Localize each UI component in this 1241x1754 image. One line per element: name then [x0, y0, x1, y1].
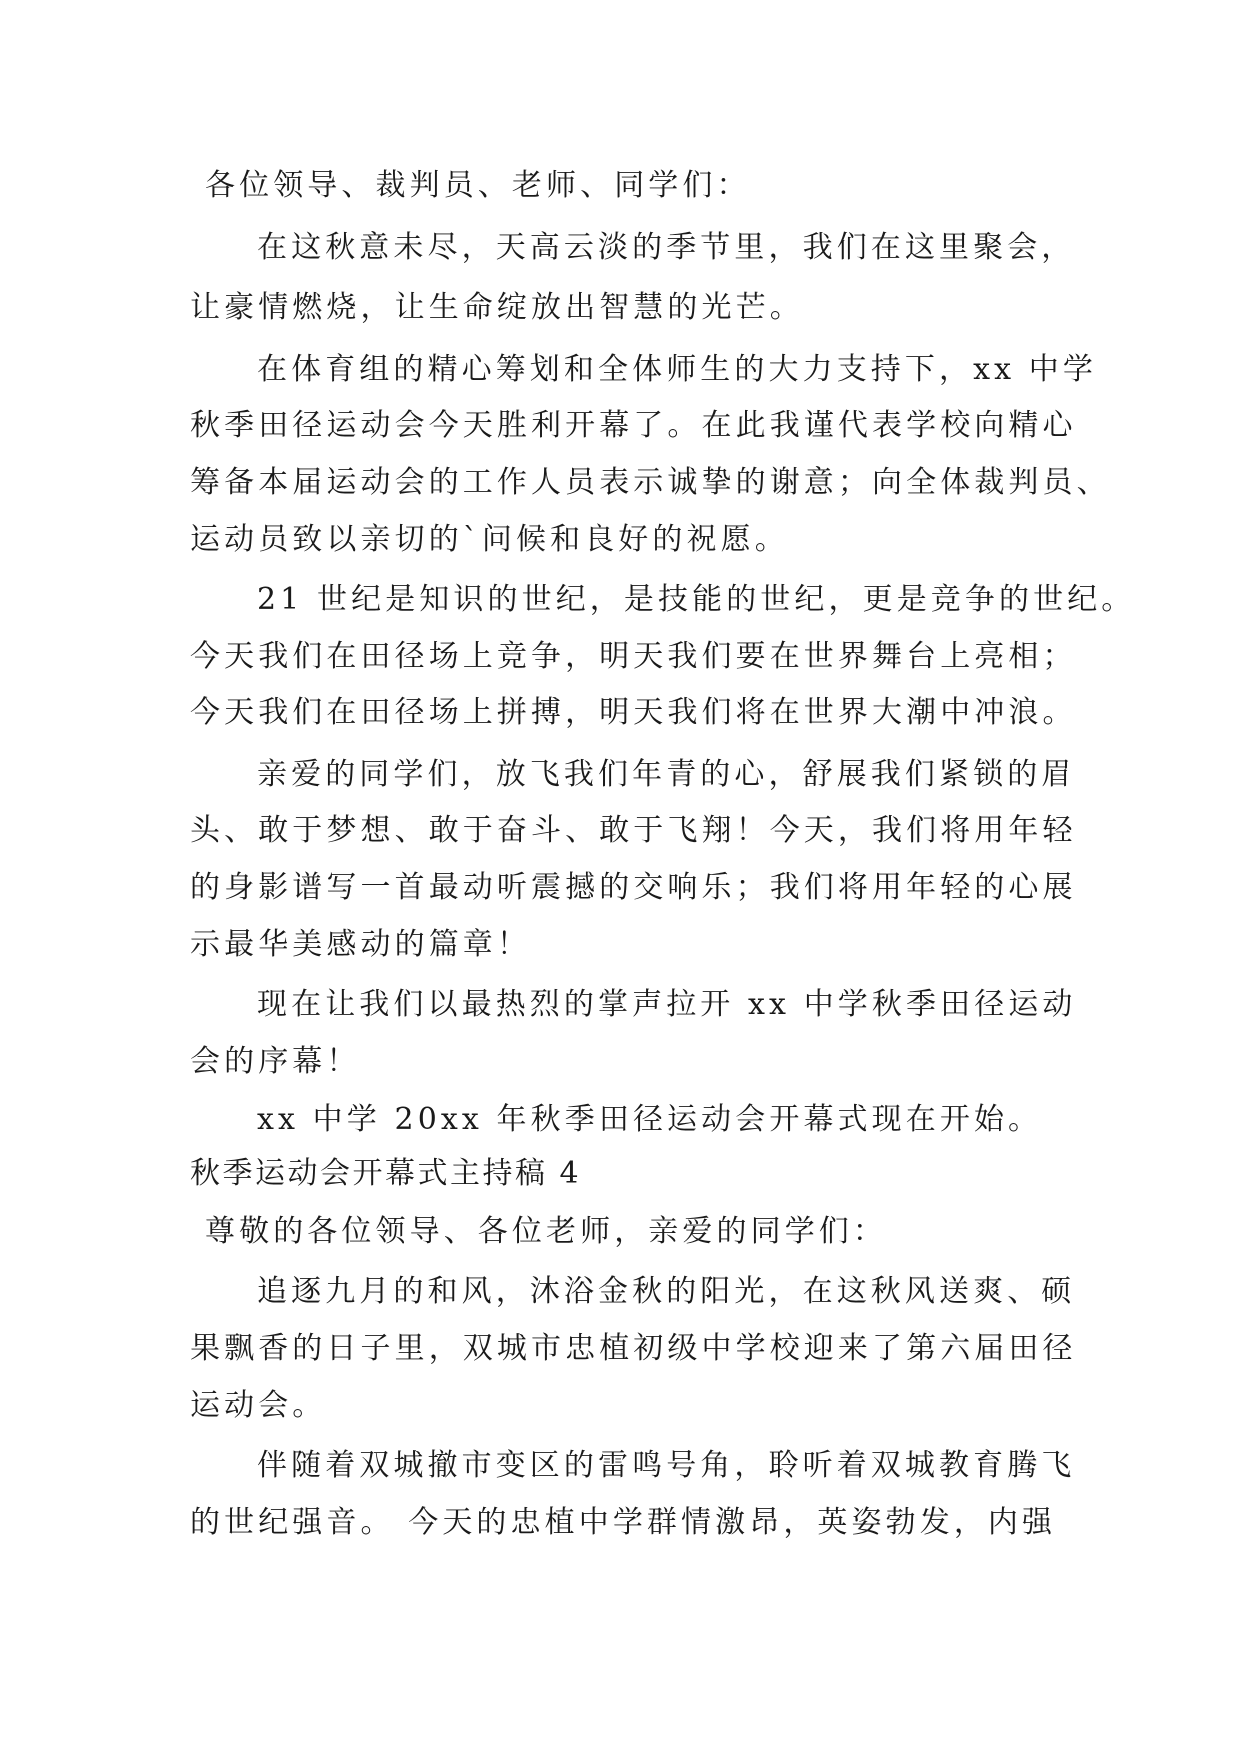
- paragraph-line: 今天我们在田径场上竞争，明天我们要在世界舞台上亮相；: [190, 639, 1077, 674]
- paragraph-line: 筹备本届运动会的工作人员表示诚挚的谢意；向全体裁判员、: [190, 465, 1111, 500]
- paragraph-line: 的身影谱写一首最动听震撼的交响乐；我们将用年轻的心展: [190, 870, 1077, 905]
- paragraph-line: 果飘香的日子里，双城市忠植初级中学校迎来了第六届田径: [190, 1331, 1077, 1366]
- paragraph-line: 在体育组的精心筹划和全体师生的大力支持下，xx 中学: [257, 352, 1097, 387]
- paragraph-line: 在这秋意未尽，天高云淡的季节里，我们在这里聚会，: [257, 230, 1076, 265]
- paragraph-line: 让豪情燃烧，让生命绽放出智慧的光芒。: [190, 290, 804, 325]
- paragraph-line: 示最华美感动的篇章！: [190, 927, 531, 962]
- paragraph-line: 亲爱的同学们，放飞我们年青的心，舒展我们紧锁的眉: [257, 757, 1076, 792]
- paragraph-line: xx 中学 20xx 年秋季田径运动会开幕式现在开始。: [257, 1102, 1043, 1137]
- paragraph-line: 运动员致以亲切的`问候和良好的祝愿。: [190, 522, 789, 557]
- paragraph-line: 今天我们在田径场上拼搏，明天我们将在世界大潮中冲浪。: [190, 695, 1077, 730]
- paragraph-line: 的世纪强音。 今天的忠植中学群情激昂，英姿勃发，内强: [190, 1505, 1057, 1540]
- salutation-line: 各位领导、裁判员、老师、同学们：: [205, 168, 751, 203]
- paragraph-line: 伴随着双城撤市变区的雷鸣号角，聆听着双城教育腾飞: [257, 1448, 1076, 1483]
- paragraph-line: 现在让我们以最热烈的掌声拉开 xx 中学秋季田径运动: [257, 987, 1077, 1022]
- paragraph-line: 运动会。: [190, 1388, 327, 1423]
- salutation-line: 尊敬的各位领导、各位老师，亲爱的同学们：: [205, 1214, 887, 1249]
- paragraph-line: 追逐九月的和风，沐浴金秋的阳光，在这秋风送爽、硕: [257, 1274, 1076, 1309]
- paragraph-line: 会的序幕！: [190, 1044, 361, 1079]
- paragraph-line: 秋季田径运动会今天胜利开幕了。在此我谨代表学校向精心: [190, 408, 1077, 443]
- paragraph-line: 头、敢于梦想、敢于奋斗、敢于飞翔！今天，我们将用年轻: [190, 813, 1077, 848]
- paragraph-line: 21 世纪是知识的世纪，是技能的世纪，更是竞争的世纪。: [257, 582, 1136, 617]
- section-heading: 秋季运动会开幕式主持稿 4: [190, 1156, 582, 1191]
